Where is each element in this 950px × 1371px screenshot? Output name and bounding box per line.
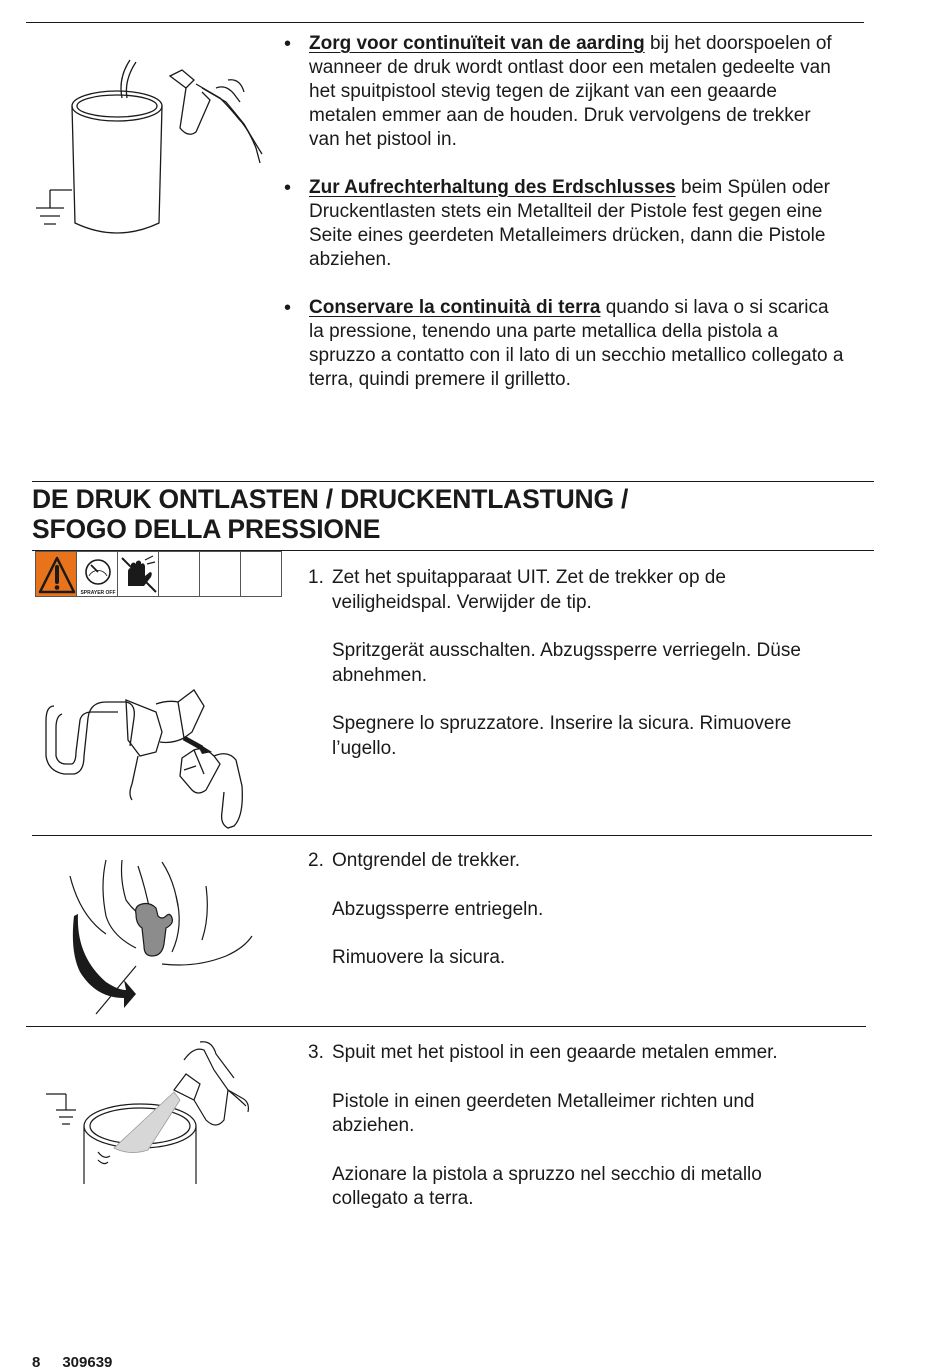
step-number: 1. [308, 567, 324, 588]
bullet-item-it [284, 296, 844, 392]
step-3-de: Pistole in einen geerdeten Metalleimer richten und abziehen. [332, 1090, 755, 1136]
bullet-text: beim Spülen oder Druckentlasten stets ein Metallteil der Pistole fest gegen eine Seite eines geerdeten Metalleimers drücken, dann die Pistole abziehen. [309, 177, 830, 270]
section-heading [32, 484, 872, 544]
step-1-nl [308, 566, 868, 615]
bullet-lead: Zorg voor continuïteit van de aarding [309, 33, 645, 54]
bullet-item-de [284, 176, 844, 272]
heading-top-rule [32, 481, 874, 482]
page-number: 8 [32, 1354, 41, 1371]
no-hand-sign-cell [117, 551, 159, 597]
empty-sign-cell [240, 551, 282, 597]
empty-sign-cell [158, 551, 200, 597]
step-1-it: Spegnere lo spruzzatore. Inserire la sicura. Rimuovere l’ugello. [332, 713, 792, 759]
step-1-rule [32, 835, 872, 836]
step-2 [308, 849, 868, 995]
bullet-item-nl [284, 32, 844, 152]
step-2-it: Rimuovere la sicura. [332, 947, 506, 968]
no-hand-injection-icon [118, 552, 160, 598]
step-1-de: Spritzgerät ausschalten. Abzugssperre verriegeln. Düse abnehmen. [332, 640, 801, 686]
bullet-lead: Zur Aufrechterhaltung des Erdschlusses [309, 177, 676, 198]
bullet-lead: Conservare la continuità di terra [309, 297, 601, 318]
heading-line-2: SFOGO DELLA PRESSIONE [32, 514, 381, 544]
grounded-bucket-illustration [30, 58, 280, 238]
bullet-text: bij het doorspoelen of wanneer de druk wordt ontlast door een metalen gedeelte van het spuitpistool stevig tegen de zijkant van een geaarde metalen emmer aan de houden. Druk vervolgens de trekker van het pistool in. [309, 33, 832, 150]
step-2-de: Abzugssperre entriegeln. [332, 898, 544, 920]
remove-tip-illustration [44, 686, 254, 834]
spray-into-bucket-illustration [44, 1040, 254, 1190]
pressure-gauge-sign-cell [76, 551, 118, 597]
top-rule [26, 22, 864, 23]
step-3-it: Azionare la pistola a spruzzo nel secchio di metallo collegato a terra. [332, 1163, 762, 1209]
step-number: 2. [308, 850, 324, 871]
step-2-nl-text: Ontgrendel de trekker. [332, 850, 520, 871]
step-3 [308, 1041, 868, 1236]
step-3-nl-text: Spuit met het pistool in een geaarde metalen emmer. [332, 1042, 778, 1063]
warning-triangle-icon [36, 552, 78, 598]
warning-sign-strip [36, 551, 282, 597]
heading-line-1: DE DRUK ONTLASTEN / DRUCKENTLASTUNG / [32, 484, 629, 514]
gauge-caption: SPRAYER OFF [80, 590, 116, 596]
warning-sign-cell [35, 551, 77, 597]
step-number: 3. [308, 1042, 324, 1063]
step-3-nl [308, 1041, 868, 1066]
bullet-text: quando si lava o si scarica la pressione, tenendo una parte metallica della pistola a spruzzo a contatto con il lato di un secchio metallico collegato a terra, quindi premere il grilletto. [309, 297, 844, 390]
empty-sign-cell [199, 551, 241, 597]
step-2-rule [26, 1026, 866, 1027]
pressure-gauge-icon [77, 552, 119, 598]
unlock-trigger-illustration [66, 856, 256, 1018]
document-number: 309639 [62, 1354, 113, 1371]
page-footer [32, 1354, 112, 1371]
step-1 [308, 566, 868, 785]
grounding-bullet-list [284, 32, 844, 416]
step-1-nl-text: Zet het spuitapparaat UIT. Zet de trekker op de veiligheidspal. Verwijder de tip. [332, 567, 726, 613]
step-2-nl [308, 849, 868, 874]
